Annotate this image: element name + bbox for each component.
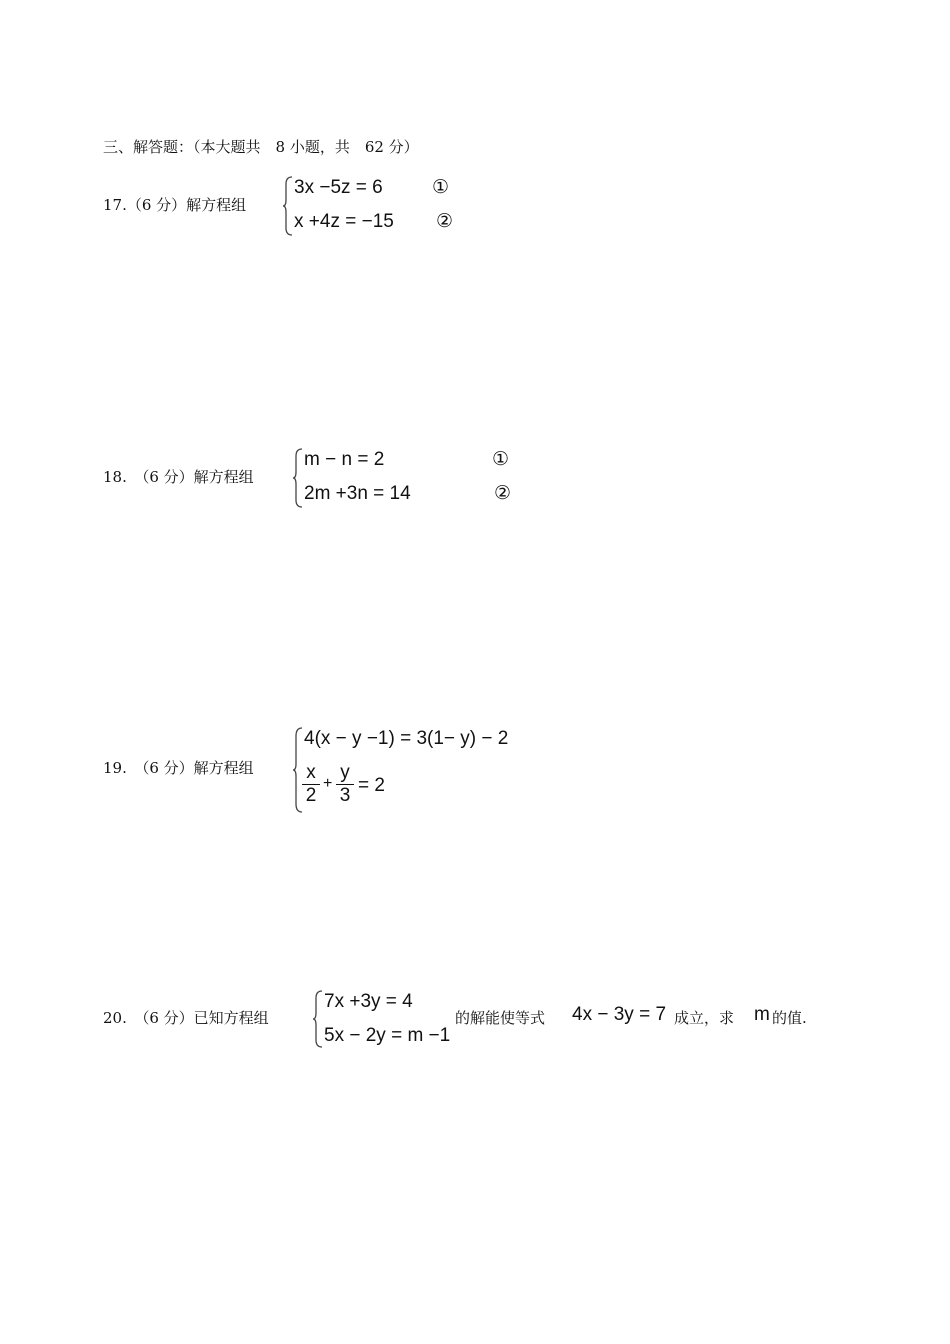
brace-icon: [293, 448, 303, 508]
circled-one-mark: ①: [492, 448, 510, 470]
equation-1: 4(x − y −1) = 3(1− y) − 2: [304, 728, 509, 749]
equation-rhs: = 2: [358, 775, 385, 796]
equation-1: m − n = 2: [304, 449, 385, 470]
section-title: 三、解答题：（本大题共 8 小题，共 62 分）: [103, 138, 419, 156]
problem-number: 20. （6 分）已知方程组: [103, 1009, 269, 1027]
suffix-text-2: 成立，求: [674, 1009, 735, 1027]
suffix-text-1: 的解能使等式: [455, 1009, 546, 1027]
suffix-text-3: 的值.: [772, 1009, 807, 1027]
brace-icon: [283, 176, 293, 236]
equation-1: 7x +3y = 4: [324, 991, 413, 1012]
fraction-x-over-2: $\frac{x}{2}$: [302, 762, 320, 807]
equation-2: 5x − 2y = m −1: [324, 1025, 451, 1046]
fraction-y-over-3: $\frac{y}{3}$: [336, 762, 354, 807]
problem-number: 19. （6 分）解方程组: [103, 759, 254, 777]
plus-operator: +: [323, 775, 333, 792]
brace-icon: [313, 990, 323, 1048]
problem-number: 17.（6 分）解方程组: [103, 196, 247, 214]
equation-2: x +4z = −15: [294, 211, 394, 232]
circled-one-mark: ①: [432, 176, 450, 198]
circled-two-mark: ②: [494, 482, 512, 504]
variable-m: m: [754, 1004, 770, 1025]
inline-equation: 4x − 3y = 7: [572, 1004, 667, 1025]
circled-two-mark: ②: [436, 210, 454, 232]
problem-number: 18. （6 分）解方程组: [103, 468, 254, 486]
equation-2: 2m +3n = 14: [304, 483, 411, 504]
equation-1: 3x −5z = 6: [294, 177, 383, 198]
